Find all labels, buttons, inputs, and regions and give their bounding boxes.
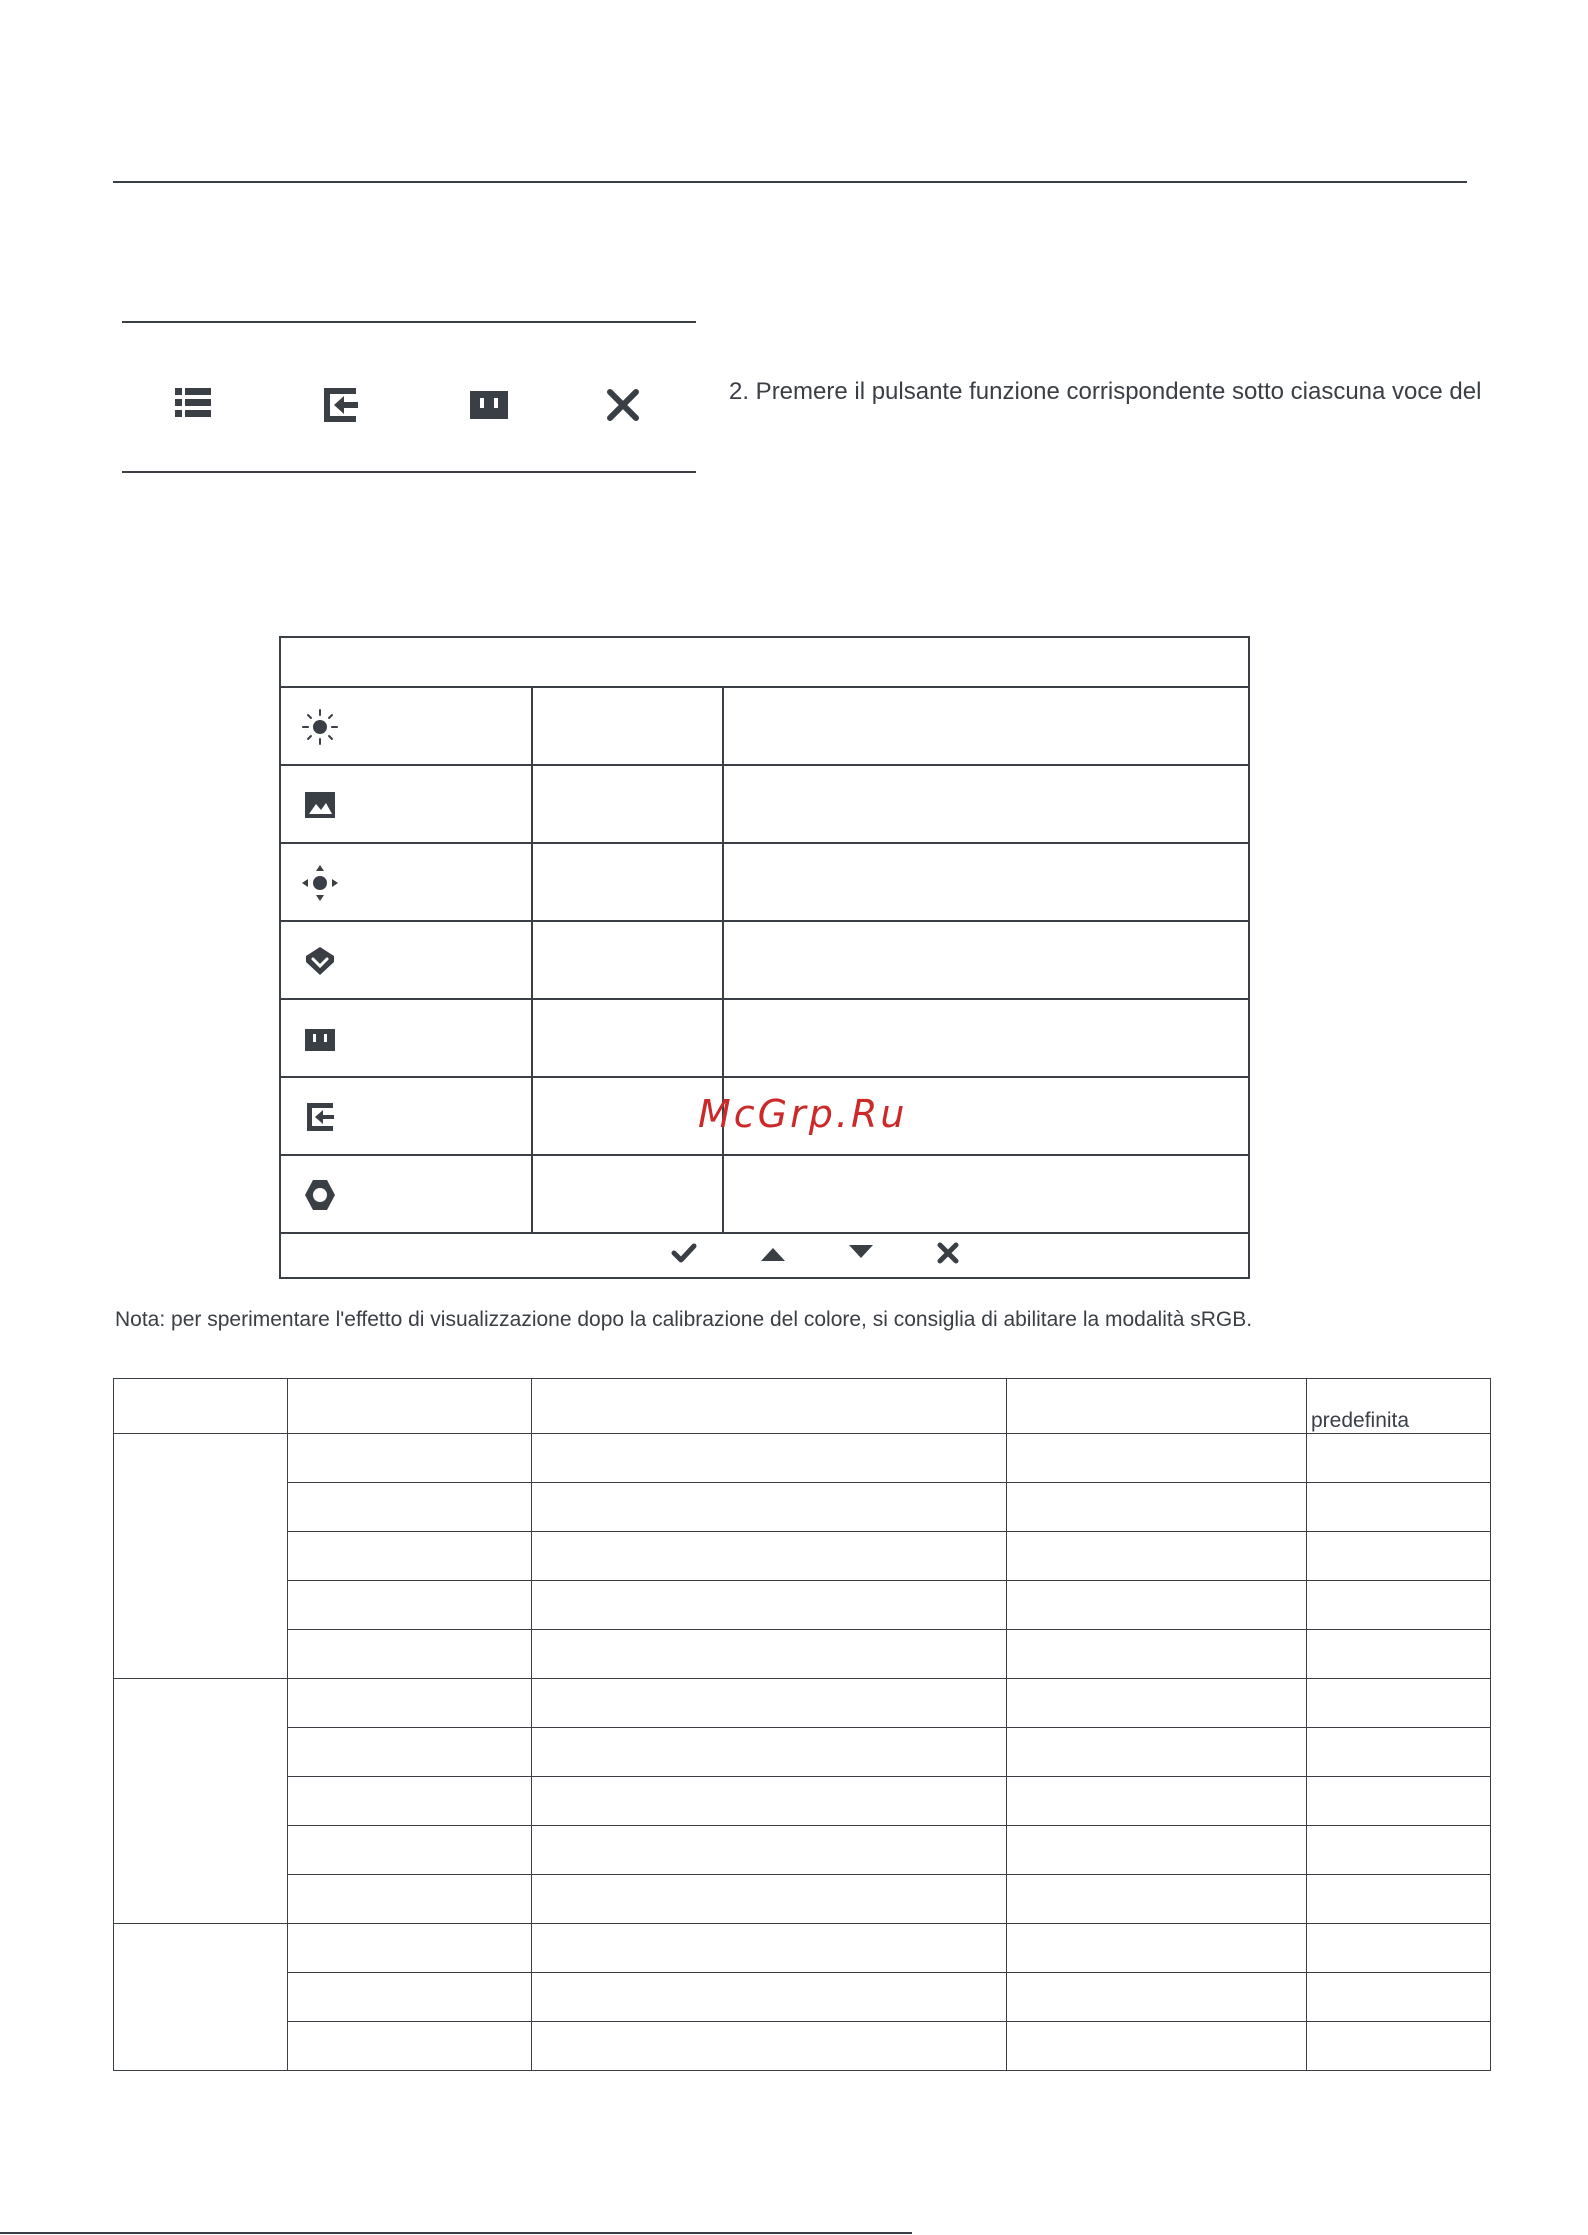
table-row (114, 1924, 1491, 1973)
button-strip-bottom-rule (122, 471, 696, 473)
menu-row-desc-cell (724, 1000, 1248, 1076)
table-cell (1307, 1532, 1491, 1581)
table-cell (288, 1434, 532, 1483)
input-source-icon (301, 1020, 339, 1058)
table-cell (532, 1581, 1007, 1630)
table-cell (288, 1924, 532, 1973)
table-cell (1007, 1826, 1307, 1875)
up-arrow-icon[interactable] (759, 1239, 787, 1267)
table-cell (532, 1826, 1007, 1875)
table-cell (532, 1532, 1007, 1581)
table-cell (1007, 1483, 1307, 1532)
table-group-cell (114, 1434, 288, 1679)
table-row (114, 1630, 1491, 1679)
table-cell (288, 2022, 532, 2071)
table-group-cell (114, 1924, 288, 2071)
menu-row-desc-cell (724, 766, 1248, 842)
down-arrow-icon[interactable] (847, 1239, 875, 1267)
table-cell (1007, 1973, 1307, 2022)
menu-row-desc-cell (724, 922, 1248, 998)
settings-table (113, 1378, 1491, 2071)
table-cell (532, 1777, 1007, 1826)
image-icon (301, 786, 339, 824)
menu-row-value-cell (533, 766, 724, 842)
menu-row-color-adjust[interactable] (281, 844, 1248, 922)
table-group-cell (114, 1679, 288, 1924)
table-cell (288, 1679, 532, 1728)
confirm-check-icon[interactable] (670, 1239, 698, 1267)
osd-menu (279, 636, 1250, 1279)
table-cell (288, 1630, 532, 1679)
menu-row-icon-cell (281, 1156, 533, 1232)
menu-row-desc-cell (724, 1156, 1248, 1232)
menu-row-brightness[interactable] (281, 688, 1248, 766)
table-cell (1307, 1728, 1491, 1777)
osd-menu-header (281, 638, 1248, 688)
menu-row-value-cell (533, 844, 724, 920)
watermark: McGrp.Ru (698, 1092, 908, 1136)
exit-arrow-icon[interactable] (316, 380, 366, 430)
table-cell (532, 2022, 1007, 2071)
exit-arrow-icon (301, 1098, 339, 1136)
picture-mode-icon (301, 942, 339, 980)
menu-row-value-cell (533, 1156, 724, 1232)
menu-row-icon-cell (281, 766, 533, 842)
table-cell (1007, 1581, 1307, 1630)
menu-row-settings[interactable] (281, 1156, 1248, 1234)
menu-row-picture-mode[interactable] (281, 922, 1248, 1000)
table-cell (288, 1581, 532, 1630)
table-cell (1007, 1924, 1307, 1973)
table-cell (288, 1875, 532, 1924)
bottom-rule (0, 2232, 912, 2234)
table-cell (1007, 1630, 1307, 1679)
menu-row-icon-cell (281, 1000, 533, 1076)
table-cell (1307, 1973, 1491, 2022)
calibration-note: Nota: per sperimentare l'effetto di visualizzazione dopo la calibrazione del colore, si consiglia di abilitare la modalità sRGB. (115, 1308, 1253, 1331)
table-row (114, 2022, 1491, 2071)
table-cell (1307, 1483, 1491, 1532)
table-cell (532, 1434, 1007, 1483)
brightness-icon (301, 708, 339, 746)
table-cell (1307, 1875, 1491, 1924)
button-strip-top-rule (122, 321, 696, 323)
table-cell (1007, 1434, 1307, 1483)
table-row (114, 1483, 1491, 1532)
table-header-default: predefinita (1307, 1379, 1491, 1434)
osd-menu-footer (281, 1227, 1248, 1277)
table-cell (532, 1679, 1007, 1728)
table-cell (1007, 1875, 1307, 1924)
table-cell (1007, 1532, 1307, 1581)
table-cell (1007, 1728, 1307, 1777)
table-header-cell (288, 1379, 532, 1434)
table-row (114, 1532, 1491, 1581)
menu-list-icon[interactable] (168, 380, 218, 430)
menu-row-value-cell (533, 688, 724, 764)
menu-row-value-cell (533, 1000, 724, 1076)
table-cell (532, 1875, 1007, 1924)
table-cell (1307, 1777, 1491, 1826)
menu-row-value-cell (533, 922, 724, 998)
table-cell (1307, 2022, 1491, 2071)
menu-row-value-cell (533, 1078, 724, 1154)
table-cell (532, 1728, 1007, 1777)
table-cell (532, 1630, 1007, 1679)
menu-row-icon-cell (281, 688, 533, 764)
table-cell (288, 1532, 532, 1581)
table-cell (288, 1973, 532, 2022)
close-icon[interactable] (934, 1239, 962, 1267)
table-cell (532, 1973, 1007, 2022)
menu-row-icon-cell (281, 922, 533, 998)
table-header-cell (1007, 1379, 1307, 1434)
table-cell (532, 1483, 1007, 1532)
table-cell (1007, 1777, 1307, 1826)
table-cell (532, 1924, 1007, 1973)
table-row (114, 1826, 1491, 1875)
table-row (114, 1679, 1491, 1728)
table-row (114, 1875, 1491, 1924)
table-header-row (114, 1379, 1491, 1434)
instruction-text: 2. Premere il pulsante funzione corrispondente sotto ciascuna voce del (729, 378, 1482, 405)
table-cell (1307, 1434, 1491, 1483)
table-row (114, 1973, 1491, 2022)
menu-row-icon-cell (281, 844, 533, 920)
table-cell (1307, 1630, 1491, 1679)
color-adjust-icon (301, 864, 339, 902)
table-row (114, 1728, 1491, 1777)
table-header-cell (114, 1379, 288, 1434)
table-cell (288, 1728, 532, 1777)
input-source-icon[interactable] (464, 380, 514, 430)
menu-row-image[interactable] (281, 766, 1248, 844)
table-row (114, 1434, 1491, 1483)
table-header-cell (532, 1379, 1007, 1434)
table-cell (1007, 1679, 1307, 1728)
table-cell (1307, 1924, 1491, 1973)
top-rule (113, 181, 1467, 183)
table-cell (288, 1483, 532, 1532)
menu-row-icon-cell (281, 1078, 533, 1154)
close-icon[interactable] (598, 380, 648, 430)
menu-row-desc-cell (724, 688, 1248, 764)
table-cell (1007, 2022, 1307, 2071)
table-cell (1307, 1581, 1491, 1630)
table-cell (288, 1777, 532, 1826)
table-cell (1307, 1826, 1491, 1875)
menu-row-desc-cell (724, 844, 1248, 920)
table-row (114, 1777, 1491, 1826)
table-row (114, 1581, 1491, 1630)
table-cell (288, 1826, 532, 1875)
table-cell (1307, 1679, 1491, 1728)
settings-hexagon-icon (301, 1176, 339, 1214)
menu-row-input-source[interactable] (281, 1000, 1248, 1078)
